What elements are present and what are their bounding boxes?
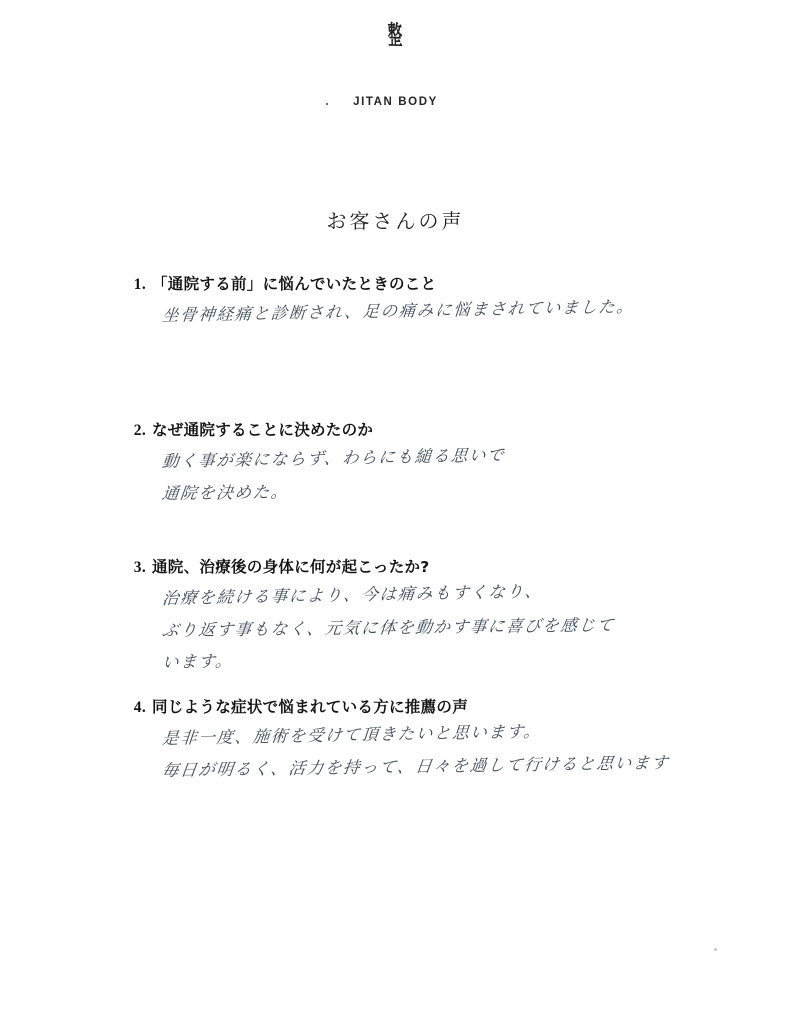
answer-line: 是非一度、施術を受けて頂きたいと思います。 xyxy=(161,721,543,748)
brand-logo-icon xyxy=(0,0,791,78)
brand-logo-glyph: 整 xyxy=(387,20,404,52)
answer-line: ぶり返す事もなく、元気に体を動かす事に喜びを感じて xyxy=(161,615,616,641)
answer-block-1 xyxy=(161,296,740,332)
question-number-1: 1. xyxy=(133,276,146,293)
scan-speck xyxy=(714,948,717,951)
answer-line: 通院を決めた。 xyxy=(161,482,290,504)
question-label-4: 同じような症状で悩まれている方に推薦の声 xyxy=(152,698,469,716)
question-number-4: 4. xyxy=(133,699,146,716)
answer-line: 毎日が明るく、活力を持って、日々を過して行けると思います xyxy=(160,753,671,781)
answer-block-3 xyxy=(162,583,740,680)
question-label-3: 通院、治療後の身体に何が起こったか? xyxy=(152,558,430,576)
question-block-3 xyxy=(120,555,740,680)
question-label-1: 「通院する前」に悩んでいたときのこと xyxy=(152,275,437,293)
answer-line: います。 xyxy=(161,651,234,673)
brand-name: JITAN BODY xyxy=(353,96,438,108)
question-label-2: なぜ通院することに決めたのか xyxy=(152,421,374,439)
answer-block-2 xyxy=(162,446,740,510)
answer-line: 動く事が楽にならず、わらにも縋る思いで xyxy=(161,445,507,471)
question-block-2 xyxy=(120,418,740,510)
answer-line: 治療を続ける事により、今は痛みもすくなり、 xyxy=(161,581,544,608)
question-block-4 xyxy=(120,695,740,787)
question-number-2: 2. xyxy=(133,422,146,439)
answer-block-4 xyxy=(162,723,740,787)
question-number-3: 3. xyxy=(133,559,146,576)
page-title: お客さんの声 xyxy=(326,209,465,233)
answer-line: 坐骨神経痛と診断され、足の痛みに悩まされていました。 xyxy=(161,296,636,325)
question-block-1 xyxy=(120,272,740,332)
